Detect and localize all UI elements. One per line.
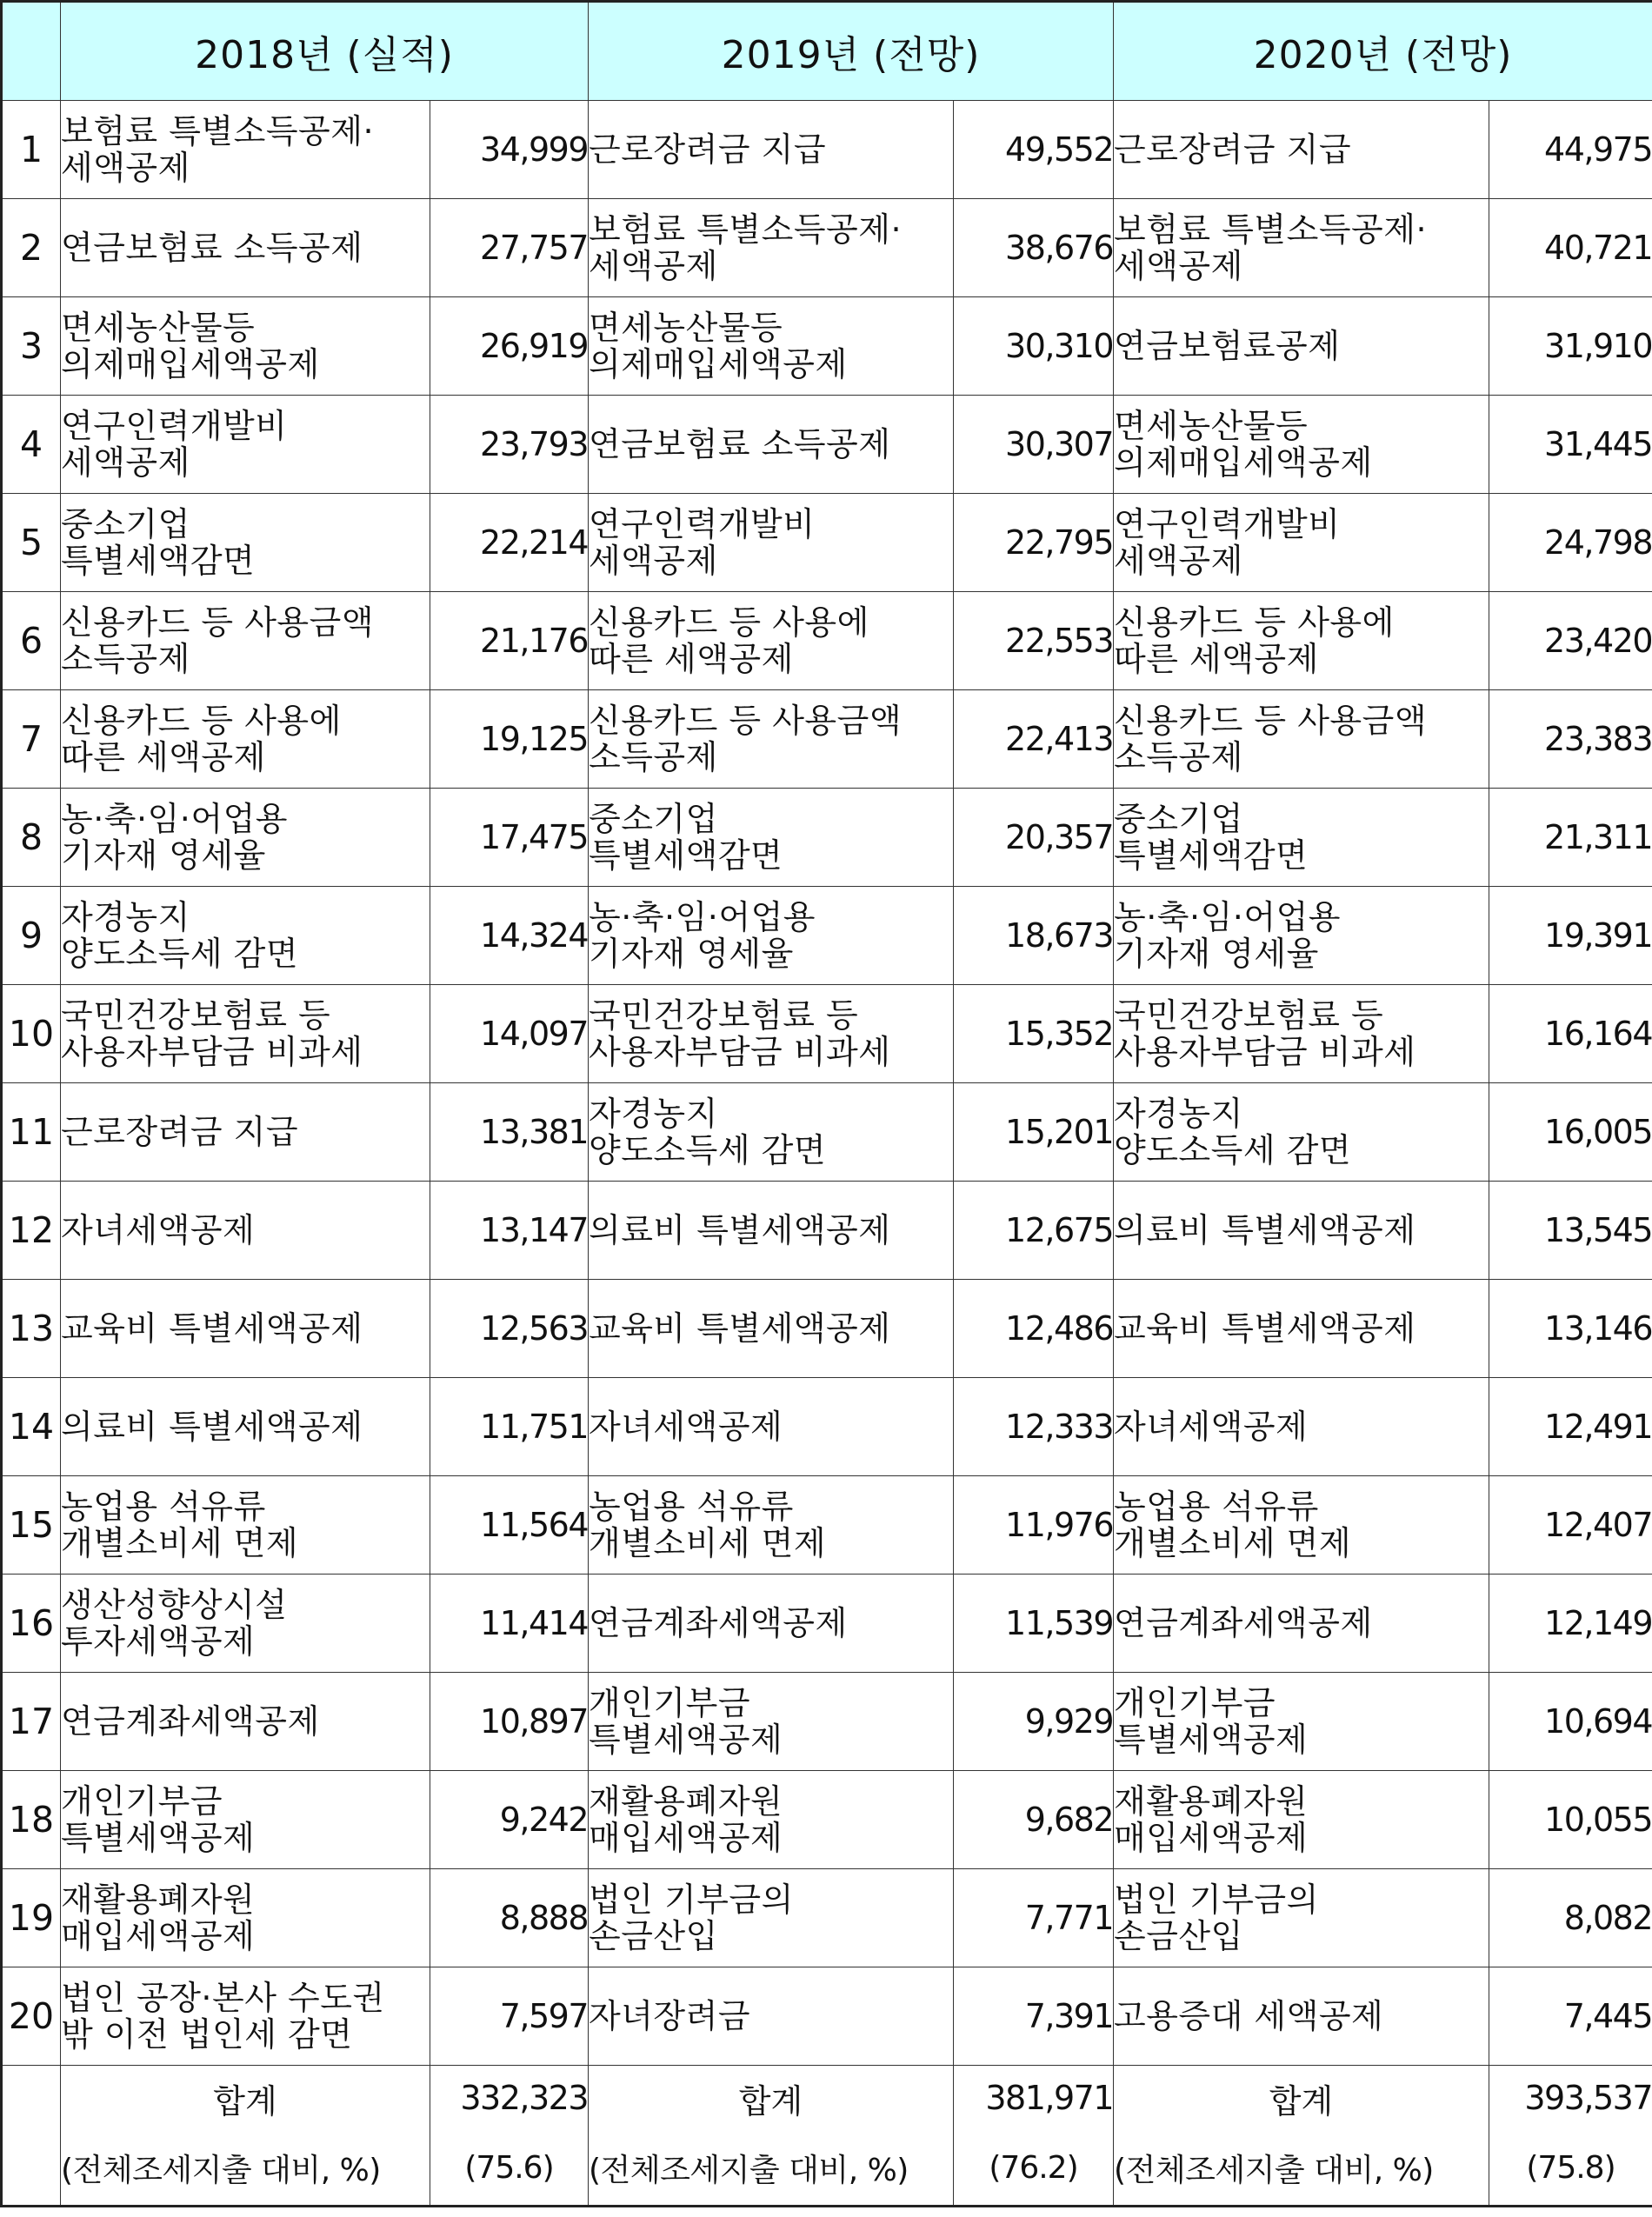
value-cell-2020: 12,491 bbox=[1489, 1378, 1652, 1476]
value-cell-2018: 19,125 bbox=[430, 690, 589, 789]
item-cell-2019: 농업용 석유류 개별소비세 면제 bbox=[589, 1476, 954, 1575]
value-cell-2019: 9,929 bbox=[954, 1673, 1114, 1771]
value-cell-2018: 13,147 bbox=[430, 1182, 589, 1280]
table-row bbox=[2, 690, 1652, 789]
item-cell-2020: 의료비 특별세액공제 bbox=[1114, 1182, 1489, 1280]
table-row bbox=[2, 1083, 1652, 1182]
item-cell-2020: 농·축·임·어업용 기자재 영세율 bbox=[1114, 887, 1489, 985]
item-cell-2018: 신용카드 등 사용금액 소득공제 bbox=[61, 592, 430, 690]
item-cell-2019: 중소기업 특별세액감면 bbox=[589, 789, 954, 887]
item-cell-2020: 재활용폐자원 매입세액공제 bbox=[1114, 1771, 1489, 1869]
value-cell-2020: 31,910 bbox=[1489, 297, 1652, 396]
item-cell-2018: 의료비 특별세액공제 bbox=[61, 1378, 430, 1476]
value-cell-2020: 7,445 bbox=[1489, 1967, 1652, 2066]
table-row bbox=[2, 985, 1652, 1083]
table-row bbox=[2, 789, 1652, 887]
value-cell-2020: 23,383 bbox=[1489, 690, 1652, 789]
item-cell-2020: 고용증대 세액공제 bbox=[1114, 1967, 1489, 2066]
value-cell-2018: 7,597 bbox=[430, 1967, 589, 2066]
value-cell-2019: 20,357 bbox=[954, 789, 1114, 887]
ratio-label-2020: (전체조세지출 대비, %) bbox=[1114, 2130, 1489, 2207]
total-label-2018: 합계 bbox=[61, 2066, 430, 2131]
item-cell-2019: 국민건강보험료 등 사용자부담금 비과세 bbox=[589, 985, 954, 1083]
rank-cell: 19 bbox=[2, 1869, 61, 1967]
table-row bbox=[2, 1967, 1652, 2066]
rank-cell: 15 bbox=[2, 1476, 61, 1575]
value-cell-2019: 7,391 bbox=[954, 1967, 1114, 2066]
item-cell-2020: 신용카드 등 사용에 따른 세액공제 bbox=[1114, 592, 1489, 690]
item-cell-2019: 연금계좌세액공제 bbox=[589, 1575, 954, 1673]
item-cell-2018: 중소기업 특별세액감면 bbox=[61, 494, 430, 592]
rank-cell: 3 bbox=[2, 297, 61, 396]
item-cell-2020: 보험료 특별소득공제· 세액공제 bbox=[1114, 199, 1489, 297]
item-cell-2018: 농·축·임·어업용 기자재 영세율 bbox=[61, 789, 430, 887]
value-cell-2018: 11,751 bbox=[430, 1378, 589, 1476]
value-cell-2020: 44,975 bbox=[1489, 101, 1652, 199]
value-cell-2020: 31,445 bbox=[1489, 396, 1652, 494]
value-cell-2018: 23,793 bbox=[430, 396, 589, 494]
item-cell-2018: 자경농지 양도소득세 감면 bbox=[61, 887, 430, 985]
table-row bbox=[2, 396, 1652, 494]
value-cell-2018: 8,888 bbox=[430, 1869, 589, 1967]
rank-cell: 11 bbox=[2, 1083, 61, 1182]
value-cell-2018: 27,757 bbox=[430, 199, 589, 297]
item-cell-2019: 교육비 특별세액공제 bbox=[589, 1280, 954, 1378]
item-cell-2019: 신용카드 등 사용에 따른 세액공제 bbox=[589, 592, 954, 690]
item-cell-2018: 교육비 특별세액공제 bbox=[61, 1280, 430, 1378]
rank-cell: 7 bbox=[2, 690, 61, 789]
value-cell-2018: 10,897 bbox=[430, 1673, 589, 1771]
header-corner bbox=[2, 2, 61, 101]
item-cell-2019: 보험료 특별소득공제· 세액공제 bbox=[589, 199, 954, 297]
header-2018: 2018년 (실적) bbox=[61, 2, 589, 101]
item-cell-2020: 국민건강보험료 등 사용자부담금 비과세 bbox=[1114, 985, 1489, 1083]
rank-cell: 10 bbox=[2, 985, 61, 1083]
value-cell-2018: 34,999 bbox=[430, 101, 589, 199]
header-2019: 2019년 (전망) bbox=[589, 2, 1114, 101]
rank-cell: 8 bbox=[2, 789, 61, 887]
item-cell-2018: 재활용폐자원 매입세액공제 bbox=[61, 1869, 430, 1967]
item-cell-2018: 농업용 석유류 개별소비세 면제 bbox=[61, 1476, 430, 1575]
value-cell-2020: 24,798 bbox=[1489, 494, 1652, 592]
table-row bbox=[2, 494, 1652, 592]
rank-cell: 5 bbox=[2, 494, 61, 592]
table-row bbox=[2, 1378, 1652, 1476]
rank-cell: 4 bbox=[2, 396, 61, 494]
value-cell-2020: 16,005 bbox=[1489, 1083, 1652, 1182]
rank-cell: 16 bbox=[2, 1575, 61, 1673]
value-cell-2020: 21,311 bbox=[1489, 789, 1652, 887]
item-cell-2018: 연금계좌세액공제 bbox=[61, 1673, 430, 1771]
table-row bbox=[2, 1280, 1652, 1378]
ratio-label-2018: (전체조세지출 대비, %) bbox=[61, 2130, 430, 2207]
value-cell-2020: 13,146 bbox=[1489, 1280, 1652, 1378]
item-cell-2019: 자녀세액공제 bbox=[589, 1378, 954, 1476]
item-cell-2019: 자경농지 양도소득세 감면 bbox=[589, 1083, 954, 1182]
table-row bbox=[2, 1476, 1652, 1575]
total-row bbox=[2, 2066, 1652, 2131]
value-cell-2018: 11,414 bbox=[430, 1575, 589, 1673]
value-cell-2020: 10,055 bbox=[1489, 1771, 1652, 1869]
table-row bbox=[2, 297, 1652, 396]
item-cell-2018: 보험료 특별소득공제· 세액공제 bbox=[61, 101, 430, 199]
value-cell-2018: 22,214 bbox=[430, 494, 589, 592]
table-body bbox=[2, 101, 1652, 2207]
value-cell-2019: 9,682 bbox=[954, 1771, 1114, 1869]
table-row bbox=[2, 1673, 1652, 1771]
rank-cell: 18 bbox=[2, 1771, 61, 1869]
item-cell-2019: 연금보험료 소득공제 bbox=[589, 396, 954, 494]
item-cell-2020: 연금보험료공제 bbox=[1114, 297, 1489, 396]
value-cell-2019: 22,553 bbox=[954, 592, 1114, 690]
ratio-value-2018: (75.6) bbox=[430, 2130, 589, 2207]
value-cell-2018: 12,563 bbox=[430, 1280, 589, 1378]
rank-cell: 1 bbox=[2, 101, 61, 199]
item-cell-2018: 국민건강보험료 등 사용자부담금 비과세 bbox=[61, 985, 430, 1083]
value-cell-2019: 15,352 bbox=[954, 985, 1114, 1083]
value-cell-2020: 12,149 bbox=[1489, 1575, 1652, 1673]
value-cell-2019: 11,539 bbox=[954, 1575, 1114, 1673]
value-cell-2019: 18,673 bbox=[954, 887, 1114, 985]
value-cell-2019: 22,413 bbox=[954, 690, 1114, 789]
rank-cell: 2 bbox=[2, 199, 61, 297]
item-cell-2019: 의료비 특별세액공제 bbox=[589, 1182, 954, 1280]
rank-cell: 12 bbox=[2, 1182, 61, 1280]
item-cell-2020: 법인 기부금의 손금산입 bbox=[1114, 1869, 1489, 1967]
item-cell-2019: 재활용폐자원 매입세액공제 bbox=[589, 1771, 954, 1869]
table-row bbox=[2, 1869, 1652, 1967]
header-2020: 2020년 (전망) bbox=[1114, 2, 1652, 101]
item-cell-2020: 연구인력개발비 세액공제 bbox=[1114, 494, 1489, 592]
value-cell-2019: 12,675 bbox=[954, 1182, 1114, 1280]
item-cell-2018: 신용카드 등 사용에 따른 세액공제 bbox=[61, 690, 430, 789]
item-cell-2020: 자녀세액공제 bbox=[1114, 1378, 1489, 1476]
total-value-2020: 393,537 bbox=[1489, 2066, 1652, 2131]
value-cell-2018: 17,475 bbox=[430, 789, 589, 887]
value-cell-2018: 21,176 bbox=[430, 592, 589, 690]
value-cell-2019: 11,976 bbox=[954, 1476, 1114, 1575]
ratio-row bbox=[2, 2130, 1652, 2207]
item-cell-2019: 법인 기부금의 손금산입 bbox=[589, 1869, 954, 1967]
item-cell-2020: 교육비 특별세액공제 bbox=[1114, 1280, 1489, 1378]
item-cell-2020: 자경농지 양도소득세 감면 bbox=[1114, 1083, 1489, 1182]
total-value-2018: 332,323 bbox=[430, 2066, 589, 2131]
item-cell-2019: 신용카드 등 사용금액 소득공제 bbox=[589, 690, 954, 789]
item-cell-2019: 근로장려금 지급 bbox=[589, 101, 954, 199]
header-row bbox=[2, 2, 1652, 101]
ratio-value-2020: (75.8) bbox=[1489, 2130, 1652, 2207]
table-row bbox=[2, 1771, 1652, 1869]
rank-cell: 9 bbox=[2, 887, 61, 985]
total-label-2019: 합계 bbox=[589, 2066, 954, 2131]
value-cell-2020: 13,545 bbox=[1489, 1182, 1652, 1280]
value-cell-2020: 19,391 bbox=[1489, 887, 1652, 985]
item-cell-2018: 자녀세액공제 bbox=[61, 1182, 430, 1280]
item-cell-2018: 개인기부금 특별세액공제 bbox=[61, 1771, 430, 1869]
value-cell-2019: 38,676 bbox=[954, 199, 1114, 297]
item-cell-2020: 중소기업 특별세액감면 bbox=[1114, 789, 1489, 887]
value-cell-2018: 9,242 bbox=[430, 1771, 589, 1869]
value-cell-2019: 12,486 bbox=[954, 1280, 1114, 1378]
value-cell-2020: 12,407 bbox=[1489, 1476, 1652, 1575]
table-row bbox=[2, 1575, 1652, 1673]
ratio-value-2019: (76.2) bbox=[954, 2130, 1114, 2207]
value-cell-2018: 14,097 bbox=[430, 985, 589, 1083]
value-cell-2020: 8,082 bbox=[1489, 1869, 1652, 1967]
ratio-label-2019: (전체조세지출 대비, %) bbox=[589, 2130, 954, 2207]
value-cell-2018: 14,324 bbox=[430, 887, 589, 985]
value-cell-2020: 16,164 bbox=[1489, 985, 1652, 1083]
item-cell-2018: 연금보험료 소득공제 bbox=[61, 199, 430, 297]
value-cell-2019: 49,552 bbox=[954, 101, 1114, 199]
rank-cell: 14 bbox=[2, 1378, 61, 1476]
total-label-2020: 합계 bbox=[1114, 2066, 1489, 2131]
item-cell-2020: 개인기부금 특별세액공제 bbox=[1114, 1673, 1489, 1771]
value-cell-2020: 40,721 bbox=[1489, 199, 1652, 297]
table-row bbox=[2, 101, 1652, 199]
total-rank-cell bbox=[2, 2066, 61, 2207]
value-cell-2019: 12,333 bbox=[954, 1378, 1114, 1476]
table-row bbox=[2, 592, 1652, 690]
value-cell-2020: 23,420 bbox=[1489, 592, 1652, 690]
value-cell-2019: 30,307 bbox=[954, 396, 1114, 494]
table-row bbox=[2, 887, 1652, 985]
value-cell-2019: 22,795 bbox=[954, 494, 1114, 592]
value-cell-2018: 11,564 bbox=[430, 1476, 589, 1575]
item-cell-2019: 연구인력개발비 세액공제 bbox=[589, 494, 954, 592]
item-cell-2020: 연금계좌세액공제 bbox=[1114, 1575, 1489, 1673]
item-cell-2018: 근로장려금 지급 bbox=[61, 1083, 430, 1182]
item-cell-2020: 면세농산물등 의제매입세액공제 bbox=[1114, 396, 1489, 494]
item-cell-2019: 개인기부금 특별세액공제 bbox=[589, 1673, 954, 1771]
item-cell-2019: 농·축·임·어업용 기자재 영세율 bbox=[589, 887, 954, 985]
item-cell-2018: 법인 공장·본사 수도권 밖 이전 법인세 감면 bbox=[61, 1967, 430, 2066]
rank-cell: 13 bbox=[2, 1280, 61, 1378]
item-cell-2020: 신용카드 등 사용금액 소득공제 bbox=[1114, 690, 1489, 789]
item-cell-2020: 근로장려금 지급 bbox=[1114, 101, 1489, 199]
item-cell-2018: 생산성향상시설 투자세액공제 bbox=[61, 1575, 430, 1673]
item-cell-2019: 면세농산물등 의제매입세액공제 bbox=[589, 297, 954, 396]
item-cell-2019: 자녀장려금 bbox=[589, 1967, 954, 2066]
value-cell-2019: 7,771 bbox=[954, 1869, 1114, 1967]
item-cell-2018: 면세농산물등 의제매입세액공제 bbox=[61, 297, 430, 396]
item-cell-2018: 연구인력개발비 세액공제 bbox=[61, 396, 430, 494]
table-row bbox=[2, 1182, 1652, 1280]
value-cell-2018: 26,919 bbox=[430, 297, 589, 396]
item-cell-2020: 농업용 석유류 개별소비세 면제 bbox=[1114, 1476, 1489, 1575]
table-row bbox=[2, 199, 1652, 297]
total-value-2019: 381,971 bbox=[954, 2066, 1114, 2131]
rank-cell: 6 bbox=[2, 592, 61, 690]
value-cell-2019: 15,201 bbox=[954, 1083, 1114, 1182]
value-cell-2018: 13,381 bbox=[430, 1083, 589, 1182]
value-cell-2019: 30,310 bbox=[954, 297, 1114, 396]
value-cell-2020: 10,694 bbox=[1489, 1673, 1652, 1771]
rank-cell: 20 bbox=[2, 1967, 61, 2066]
rank-cell: 17 bbox=[2, 1673, 61, 1771]
